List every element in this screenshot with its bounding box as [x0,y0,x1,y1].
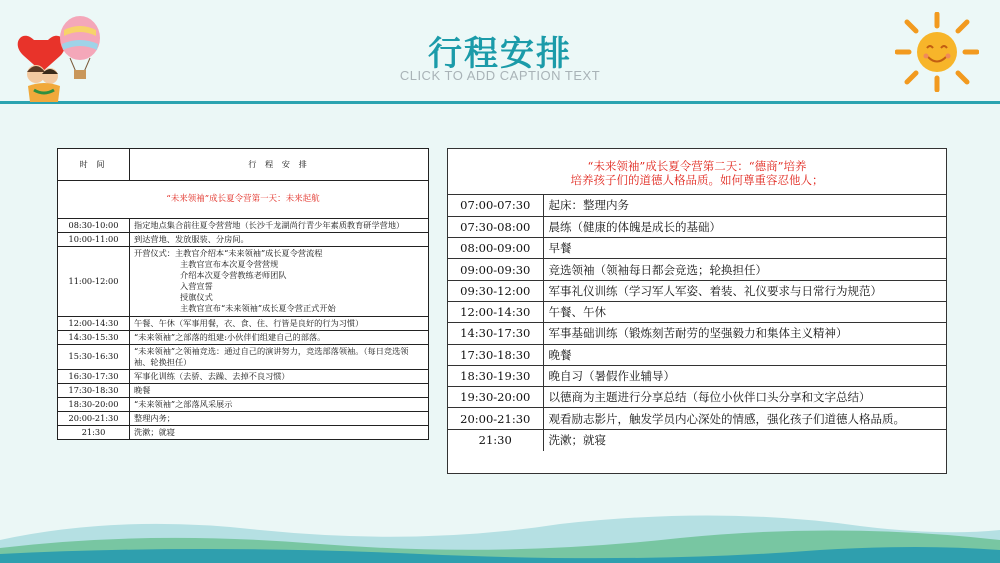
row-time: 07:00-07:30 [448,195,543,216]
row-time: 21:30 [58,426,130,440]
day1-schedule-table [57,148,429,440]
row-plan: 观看励志影片，触发学员内心深处的情感，强化孩子们道德人格品质。 [543,408,946,429]
table-row [448,280,946,301]
row-plan: 晚餐 [130,383,429,397]
row-time: 18:30-19:30 [448,365,543,386]
row-time: 16:30-17:30 [58,369,130,383]
row-time: 15:30-16:30 [58,344,130,369]
row-plan: 指定地点集合前往夏令营营地（长沙千龙湖尚行青少年素质教育研学营地） [130,219,429,233]
row-time: 08:00-09:00 [448,238,543,259]
row-plan: 洗漱；就寝 [548,433,606,448]
table-row [448,408,946,429]
table-row [58,219,429,233]
row-plan: “未来领袖”之领袖竞选：通过自己的演讲努力，竞选部落领袖。（每日竞选领袖、轮换担任） [130,344,429,369]
header-divider [0,101,1000,104]
plan-line: 介绍本次夏令营教练老师团队 [180,270,287,281]
row-time: 17:30-18:30 [58,383,130,397]
table-row [58,330,429,344]
row-plan: 晚自习（暑假作业辅导） [543,365,946,386]
row-time: 20:00-21:30 [448,408,543,429]
table-row [58,369,429,383]
row-plan: 早餐 [543,238,946,259]
table-row [448,259,946,280]
plan-line: 主教官宣布“未来领袖”成长夏令营正式开始 [180,303,336,314]
row-plan: 午餐、午休 [543,301,946,322]
row-plan: 洗漱；就寝 [130,426,429,440]
row-time: 14:30-15:30 [58,330,130,344]
table-row [58,316,429,330]
day2-title-line-2: 培养孩子们的道德人格品质。如何尊重容忍他人； [570,173,824,188]
table-row [448,365,946,386]
table-row [448,323,946,344]
plan-line: 授旗仪式 [180,292,213,303]
table-row [448,344,946,365]
table-row [58,233,429,247]
row-time: 12:00-14:30 [58,316,130,330]
row-plan: 军事基础训练（锻炼刻苦耐劳的坚强毅力和集体主义精神） [543,323,946,344]
sun-icon [895,12,979,92]
day2-title-line-1: “未来领袖”成长夏令营第二天：“德商”培养 [587,159,807,173]
row-plan: 到达营地、发放服装、分房间。 [130,233,429,247]
table-row [448,238,946,259]
day2-title [448,149,946,195]
table-row [448,195,946,216]
row-plan [130,247,429,316]
row-time: 07:30-08:00 [448,216,543,237]
table-row [448,216,946,237]
table-row [448,387,946,408]
table-row [58,247,429,316]
day2-schedule-table [447,148,947,474]
row-time: 14:30-17:30 [448,323,543,344]
table-row [448,301,946,322]
row-plan: 整理内务； [130,411,429,425]
hills-waves-icon [0,500,1000,563]
row-plan: 晚餐 [543,344,946,365]
table-row [58,383,429,397]
row-time: 18:30-20:00 [58,397,130,411]
row-plan: 以德商为主题进行分享总结（每位小伙伴口头分享和文字总结） [543,387,946,408]
day2-rows [448,195,946,451]
row-plan: 起床：整理内务 [543,195,946,216]
row-time: 17:30-18:30 [448,344,543,365]
row-time: 08:30-10:00 [58,219,130,233]
row-time: 12:00-14:30 [448,301,543,322]
day1-title: “未来领袖”成长夏令营第一天：未来起航 [58,181,429,219]
table-header-row [58,149,429,181]
table-row [58,426,429,440]
row-plan: “未来领袖”之部落的组建:小伙伴们组建自己的部落。 [130,330,429,344]
row-plan: “未来领袖”之部落风采展示 [130,397,429,411]
page-subtitle[interactable]: CLICK TO ADD CAPTION TEXT [399,68,601,83]
row-plan: 军事礼仪训练（学习军人军姿、着装、礼仪要求与日常行为规范） [543,280,946,301]
row-time: 20:00-21:30 [58,411,130,425]
table-row [58,344,429,369]
row-time: 21:30 [448,429,543,450]
table-row [448,429,946,450]
plan-line: 入营宣誓 [180,281,213,292]
day1-title-row [58,181,429,219]
row-time: 09:00-09:30 [448,259,543,280]
page-title: 行程安排 [428,34,572,74]
row-plan: 军事化训练（去骄、去躁、去掉不良习惯） [130,369,429,383]
table-row [58,397,429,411]
row-plan: 午餐、午休（军事用餐，衣、食、住、行皆是良好的行为习惯） [130,316,429,330]
row-time: 10:00-11:00 [58,233,130,247]
plan-line: 主教官宣布本次夏令营营规 [180,259,279,270]
row-time: 11:00-12:00 [58,247,130,316]
header-time: 时 间 [58,149,130,181]
table-row [58,411,429,425]
plan-line: 开营仪式：主教官介绍本“未来领袖”成长夏令营流程 [134,248,323,259]
row-plan: 竞选领袖（领袖每日都会竞选；轮换担任） [543,259,946,280]
row-time: 19:30-20:00 [448,387,543,408]
row-time: 09:30-12:00 [448,280,543,301]
header-plan: 行 程 安 排 [130,149,429,181]
row-plan: 晨练（健康的体魄是成长的基础） [543,216,946,237]
